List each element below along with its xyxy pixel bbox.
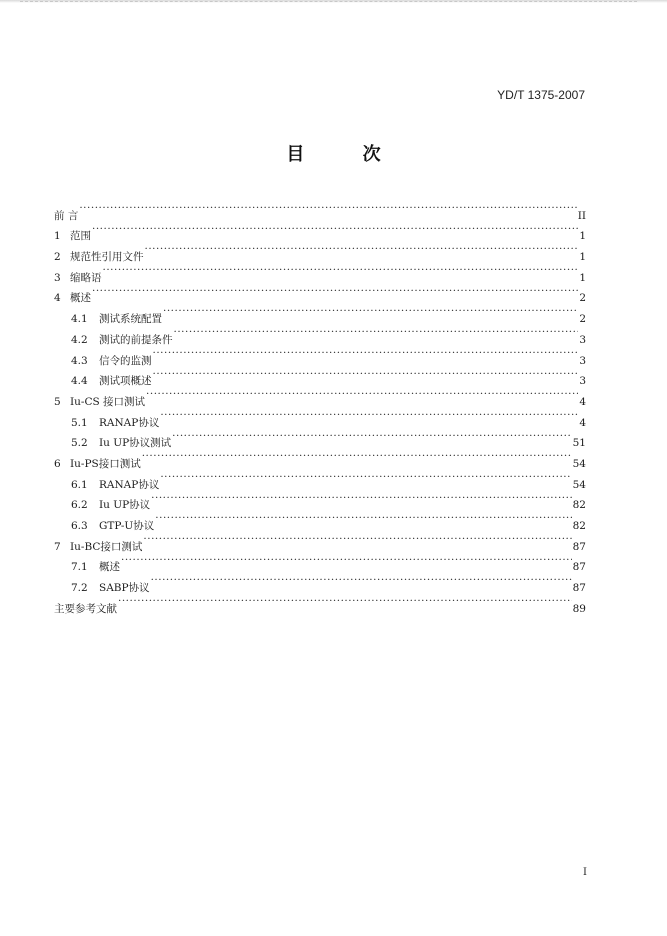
toc-entry-number: 6.2 <box>71 499 88 512</box>
toc-dot-leader <box>160 467 571 488</box>
toc-entry-label: 测试的前提条件 <box>99 333 173 346</box>
toc-entry-number: 7.2 <box>71 582 88 595</box>
toc-entry-page: 89 <box>572 602 586 615</box>
toc-entry-page: 4 <box>579 395 586 408</box>
toc-entry-number: 4.2 <box>71 333 88 346</box>
toc-dot-leader <box>153 343 579 364</box>
toc-entry[interactable] <box>54 260 586 284</box>
toc-entry-number: 3 <box>54 271 61 284</box>
toc-entry-number: 2 <box>54 251 61 264</box>
toc-entry-page: 87 <box>572 540 586 553</box>
toc-dot-leader <box>163 301 578 322</box>
toc-dot-leader <box>118 591 572 612</box>
toc-entry-page: 2 <box>579 313 586 326</box>
toc-entry-number: 1 <box>54 230 61 243</box>
toc-entry-label: 主要参考文献 <box>54 602 117 615</box>
toc-entry-label: Iu-BC接口测试 <box>70 540 143 553</box>
toc-entry-page: 51 <box>572 437 586 450</box>
toc-entry[interactable] <box>54 281 586 305</box>
toc-entry[interactable] <box>54 219 586 243</box>
toc-entry[interactable] <box>54 239 586 264</box>
toc-entry-label: 缩略语 <box>70 271 102 284</box>
toc-entry[interactable] <box>54 301 586 326</box>
toc-entry[interactable] <box>54 591 586 615</box>
toc-entry-label: SABP协议 <box>99 582 150 595</box>
toc-entry-page: 3 <box>579 354 586 367</box>
toc-entry-label: Iu UP协议测试 <box>99 437 172 450</box>
toc-dot-leader <box>155 508 571 529</box>
toc-entry-number: 4.4 <box>71 375 88 388</box>
toc-dot-leader <box>146 384 578 405</box>
toc-entry-label: 测试系统配置 <box>99 313 162 326</box>
toc-dot-leader <box>103 260 579 281</box>
toc-dot-leader <box>79 198 576 219</box>
toc-entry-label: 前 言 <box>54 209 79 222</box>
toc-entry-label: Iu-CS 接口测试 <box>70 395 146 408</box>
toc-entry-label: 概述 <box>70 292 91 305</box>
toc-dot-leader <box>151 488 571 509</box>
toc-entry-page: 87 <box>572 582 586 595</box>
toc-dot-leader <box>151 570 572 591</box>
toc-entry-page: 87 <box>572 561 586 574</box>
toc-entry-number: 6 <box>54 457 61 470</box>
toc-dot-leader <box>92 281 578 302</box>
toc-entry-number: 5 <box>54 395 61 408</box>
toc-entry-page: 4 <box>579 416 586 429</box>
toc-dot-leader <box>153 364 579 385</box>
toc-dot-leader <box>92 219 578 240</box>
toc-entry-number: 6.1 <box>71 478 88 491</box>
toc-entry-page: 1 <box>579 271 586 284</box>
toc-entry-number: 5.2 <box>71 437 88 450</box>
toc-entry-label: 概述 <box>99 561 120 574</box>
toc-entry-page: 82 <box>572 499 586 512</box>
toc-entry-number: 7.1 <box>71 561 88 574</box>
toc-dot-leader <box>145 239 579 260</box>
toc-entry[interactable] <box>54 550 586 574</box>
toc-entry-number: 4.1 <box>71 313 88 326</box>
toc-entry-number: 6.3 <box>71 520 88 532</box>
toc-entry-page: 1 <box>579 251 586 264</box>
table-of-contents <box>54 198 586 615</box>
toc-entry-label: 规范性引用文件 <box>70 251 144 264</box>
toc-entry-page: 2 <box>579 292 586 305</box>
page-number: I <box>583 867 587 878</box>
toc-entry-label: 测试项概述 <box>99 375 152 388</box>
scan-edge <box>0 0 667 3</box>
page-title: 目 次 <box>286 144 407 165</box>
toc-entry-number: 5.1 <box>71 416 88 429</box>
toc-entry-page: 3 <box>579 333 586 346</box>
toc-dot-leader <box>174 322 579 343</box>
toc-entry-page: 82 <box>572 520 586 532</box>
document-code: YD/T 1375-2007 <box>497 88 585 102</box>
toc-dot-leader <box>172 426 571 447</box>
toc-entry-label: 范围 <box>70 230 91 243</box>
toc-entry-number: 4.3 <box>71 354 88 367</box>
toc-entry-label: 信令的监测 <box>99 354 152 367</box>
toc-entry-label: RANAP协议 <box>99 416 160 429</box>
toc-entry-label: Iu-PS接口测试 <box>70 457 141 470</box>
toc-entry-label: GTP-U协议 <box>99 520 155 532</box>
toc-dot-leader <box>160 405 578 426</box>
toc-entry-page: 3 <box>579 375 586 388</box>
toc-entry-number: 7 <box>54 540 61 553</box>
toc-entry-label: RANAP协议 <box>99 478 160 491</box>
toc-entry-page: 1 <box>579 230 586 243</box>
toc-entry-number: 4 <box>54 292 61 305</box>
toc-entry-page: II <box>577 209 586 222</box>
toc-entry[interactable] <box>54 198 586 222</box>
toc-entry-label: Iu UP协议 <box>99 499 151 512</box>
toc-entry-page: 54 <box>572 457 586 470</box>
toc-entry-page: 54 <box>572 478 586 491</box>
toc-entry[interactable] <box>54 570 586 595</box>
toc-dot-leader <box>143 529 571 550</box>
toc-dot-leader <box>121 550 572 571</box>
toc-dot-leader <box>142 446 572 467</box>
